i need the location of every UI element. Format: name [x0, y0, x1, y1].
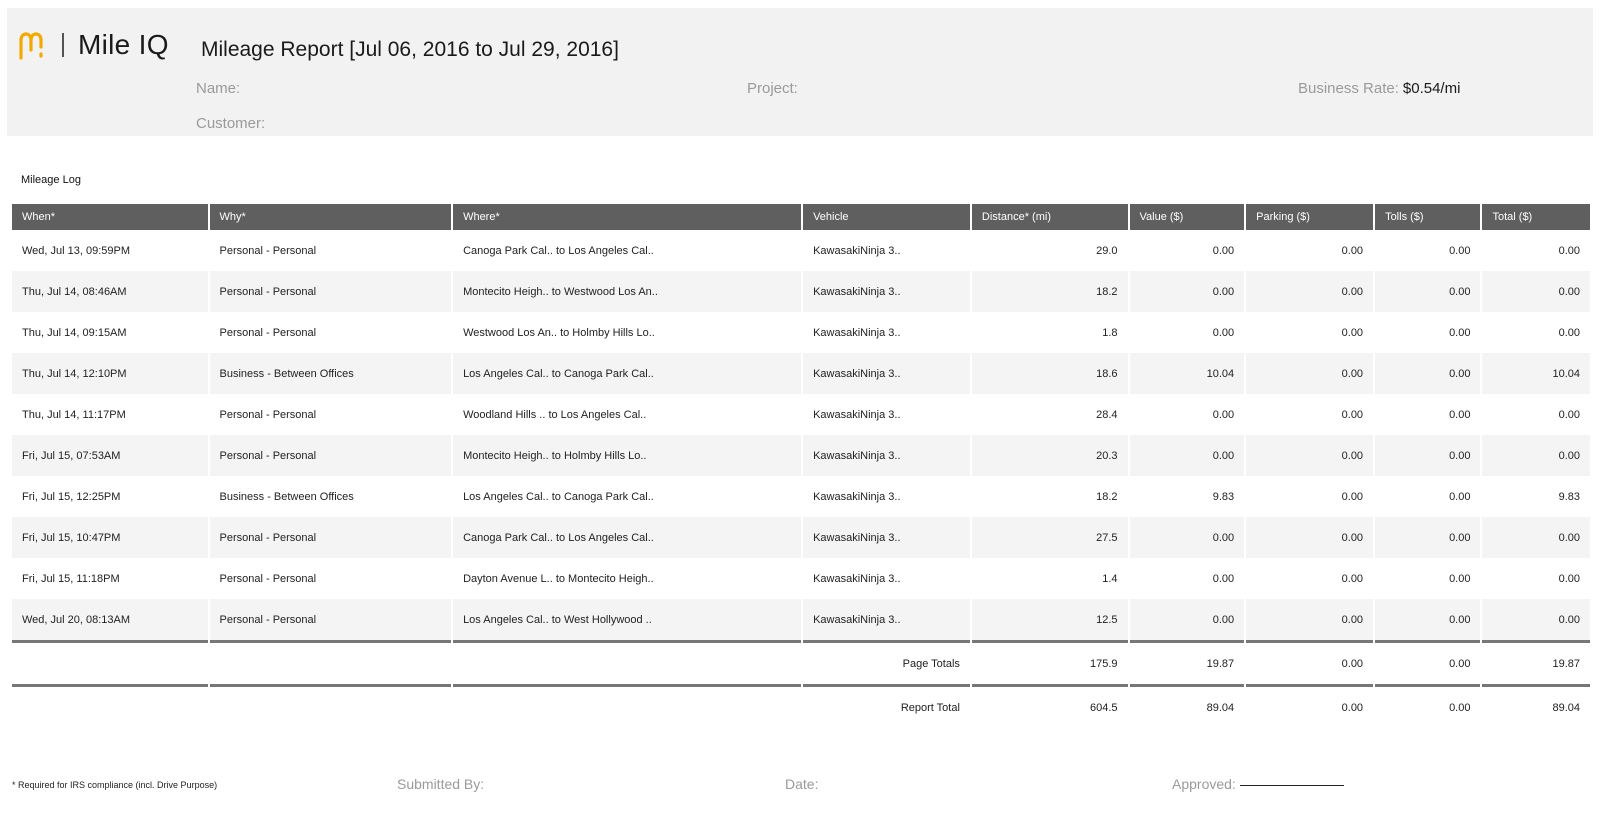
- project-label: Project:: [747, 80, 798, 97]
- table-row: [12, 230, 1590, 271]
- name-label: Name:: [196, 80, 241, 97]
- col-header-parking: Parking ($): [1246, 204, 1373, 230]
- cell-total: 0.00: [1558, 408, 1580, 421]
- cell-where: Westwood Los An.. to Holmby Hills Lo..: [463, 326, 655, 339]
- cell-when: Wed, Jul 13, 09:59PM: [22, 244, 131, 257]
- cell-vehicle: KawasakiNinja 3..: [813, 408, 901, 421]
- cell-total: 0.00: [1558, 244, 1580, 257]
- cell-where: Canoga Park Cal.. to Los Angeles Cal..: [463, 244, 654, 257]
- cell-value: 0.00: [1212, 408, 1235, 421]
- cell-why: Personal - Personal: [219, 408, 317, 421]
- cell-where: Los Angeles Cal.. to Canoga Park Cal..: [463, 490, 654, 503]
- cell-value: 10.04: [1130, 353, 1245, 394]
- cell-vehicle: KawasakiNinja 3..: [813, 572, 901, 585]
- table-row: [12, 312, 1590, 353]
- col-header-value: Value ($): [1130, 204, 1245, 230]
- page-total-value: 19.87: [1206, 657, 1235, 670]
- cell-vehicle: KawasakiNinja 3..: [813, 244, 901, 257]
- report-total-parking: 0.00: [1341, 701, 1364, 714]
- cell-where: Woodland Hills .. to Los Angeles Cal..: [463, 408, 647, 421]
- mileiq-logo: [18, 30, 169, 60]
- report-total-value: 89.04: [1206, 701, 1235, 714]
- table-totals: [12, 640, 1590, 728]
- cell-vehicle: KawasakiNinja 3..: [813, 326, 901, 339]
- logo-divider: [62, 33, 64, 57]
- cell-tolls: 0.00: [1449, 326, 1471, 339]
- customer-field: [196, 115, 265, 132]
- cell-distance: 29.0: [1096, 244, 1118, 257]
- table-row: [12, 517, 1590, 558]
- page-total-distance: 175.9: [1089, 657, 1118, 670]
- cell-why: Personal - Personal: [219, 326, 317, 339]
- cell-tolls: 0.00: [1449, 490, 1471, 503]
- cell-vehicle: KawasakiNinja 3..: [803, 271, 970, 312]
- cell-when: Fri, Jul 15, 11:18PM: [22, 572, 120, 585]
- report-total-distance: 604.5: [1089, 701, 1118, 714]
- table-row: [12, 558, 1590, 599]
- cell-where: Montecito Heigh.. to Holmby Hills Lo..: [453, 435, 801, 476]
- cell-when: Fri, Jul 15, 07:53AM: [12, 435, 208, 476]
- submitted-by-label: Submitted By:: [397, 776, 485, 792]
- cell-when: Thu, Jul 14, 11:17PM: [22, 408, 126, 421]
- col-header-why: Why*: [210, 204, 452, 230]
- page-totals-row: [12, 643, 1590, 684]
- customer-label: Customer:: [196, 115, 266, 132]
- cell-why: Personal - Personal: [210, 271, 452, 312]
- cell-distance: 18.6: [972, 353, 1128, 394]
- cell-vehicle: KawasakiNinja 3..: [803, 599, 970, 640]
- cell-why: Personal - Personal: [219, 572, 317, 585]
- mileage-log-title: Mileage Log: [21, 174, 81, 186]
- cell-parking: 0.00: [1246, 353, 1373, 394]
- cell-distance: 18.2: [1096, 490, 1118, 503]
- cell-parking: 0.00: [1341, 244, 1364, 257]
- cell-parking: 0.00: [1341, 490, 1364, 503]
- cell-distance: 1.4: [1102, 572, 1118, 585]
- cell-tolls: 0.00: [1375, 353, 1480, 394]
- cell-distance: 12.5: [972, 599, 1128, 640]
- project-field: [747, 80, 798, 97]
- cell-where: Montecito Heigh.. to Westwood Los An..: [453, 271, 801, 312]
- col-header-where: Where*: [453, 204, 801, 230]
- cell-when: Wed, Jul 20, 08:13AM: [12, 599, 208, 640]
- cell-where: Los Angeles Cal.. to West Hollywood ..: [453, 599, 801, 640]
- col-header-distance: Distance* (mi): [972, 204, 1128, 230]
- cell-why: Business - Between Offices: [219, 490, 354, 503]
- cell-vehicle: KawasakiNinja 3..: [813, 490, 901, 503]
- col-header-when: When*: [12, 204, 208, 230]
- cell-value: 9.83: [1212, 490, 1235, 503]
- page-total-tolls: 0.00: [1449, 657, 1471, 670]
- col-header-vehicle: Vehicle: [803, 204, 970, 230]
- cell-parking: 0.00: [1246, 435, 1373, 476]
- cell-total: 10.04: [1482, 353, 1590, 394]
- cell-distance: 28.4: [1096, 408, 1118, 421]
- cell-value: 0.00: [1212, 572, 1235, 585]
- cell-where: Los Angeles Cal.. to Canoga Park Cal..: [453, 353, 801, 394]
- approval-signature-line: [1240, 785, 1344, 786]
- cell-total: 0.00: [1558, 572, 1580, 585]
- cell-value: 0.00: [1130, 271, 1245, 312]
- cell-where: Canoga Park Cal.. to Los Angeles Cal..: [453, 517, 801, 558]
- table-row: [12, 476, 1590, 517]
- cell-why: Personal - Personal: [210, 599, 452, 640]
- col-header-tolls: Tolls ($): [1375, 204, 1480, 230]
- cell-when: Thu, Jul 14, 12:10PM: [12, 353, 208, 394]
- cell-distance: 1.8: [1102, 326, 1118, 339]
- cell-vehicle: KawasakiNinja 3..: [803, 353, 970, 394]
- page-totals-label: Page Totals: [902, 657, 960, 670]
- cell-when: Thu, Jul 14, 09:15AM: [22, 326, 127, 339]
- cell-tolls: 0.00: [1375, 435, 1480, 476]
- cell-total: 9.83: [1558, 490, 1580, 503]
- date-label: Date:: [785, 776, 819, 792]
- cell-vehicle: KawasakiNinja 3..: [803, 435, 970, 476]
- col-header-total: Total ($): [1482, 204, 1590, 230]
- table-row: [12, 271, 1590, 312]
- report-total-label: Report Total: [900, 701, 960, 714]
- name-field: [196, 80, 240, 97]
- report-total-total: 89.04: [1552, 701, 1580, 714]
- cell-value: 0.00: [1212, 326, 1235, 339]
- cell-distance: 20.3: [972, 435, 1128, 476]
- approved-field: [1172, 776, 1344, 792]
- cell-when: Thu, Jul 14, 08:46AM: [12, 271, 208, 312]
- table-body: [12, 230, 1590, 640]
- cell-parking: 0.00: [1341, 408, 1364, 421]
- cell-why: Personal - Personal: [210, 435, 452, 476]
- cell-value: 0.00: [1130, 517, 1245, 558]
- report-header: [7, 8, 1593, 136]
- cell-parking: 0.00: [1246, 271, 1373, 312]
- cell-parking: 0.00: [1246, 517, 1373, 558]
- table-row: [12, 435, 1590, 476]
- cell-why: Personal - Personal: [219, 244, 317, 257]
- brand-name: Mile IQ: [78, 29, 169, 60]
- report-total-tolls: 0.00: [1449, 701, 1471, 714]
- cell-value: 0.00: [1212, 244, 1235, 257]
- cell-total: 0.00: [1482, 435, 1590, 476]
- cell-tolls: 0.00: [1375, 599, 1480, 640]
- cell-why: Personal - Personal: [210, 517, 452, 558]
- cell-total: 0.00: [1482, 599, 1590, 640]
- cell-value: 0.00: [1130, 599, 1245, 640]
- cell-where: Dayton Avenue L.. to Montecito Heigh..: [463, 572, 654, 585]
- cell-parking: 0.00: [1341, 326, 1364, 339]
- cell-tolls: 0.00: [1449, 408, 1471, 421]
- irs-footnote: * Required for IRS compliance (incl. Drive Purpose): [12, 780, 218, 790]
- cell-total: 0.00: [1482, 271, 1590, 312]
- cell-parking: 0.00: [1341, 572, 1364, 585]
- cell-when: Fri, Jul 15, 12:25PM: [22, 490, 121, 503]
- cell-why: Business - Between Offices: [210, 353, 452, 394]
- report-title: Mileage Report [Jul 06, 2016 to Jul 29, 2016]: [201, 38, 619, 61]
- mileiq-m-icon: [18, 30, 46, 60]
- cell-distance: 27.5: [972, 517, 1128, 558]
- page-total-total: 19.87: [1552, 657, 1580, 670]
- cell-tolls: 0.00: [1375, 517, 1480, 558]
- business-rate-label: Business Rate:: [1298, 80, 1399, 97]
- cell-vehicle: KawasakiNinja 3..: [803, 517, 970, 558]
- business-rate-field: [1298, 80, 1460, 97]
- cell-tolls: 0.00: [1375, 271, 1480, 312]
- approved-label: Approved:: [1172, 776, 1236, 792]
- cell-tolls: 0.00: [1449, 572, 1471, 585]
- cell-value: 0.00: [1130, 435, 1245, 476]
- cell-distance: 18.2: [972, 271, 1128, 312]
- report-total-row: [12, 687, 1590, 728]
- cell-tolls: 0.00: [1449, 244, 1471, 257]
- table-header-row: [12, 204, 1590, 230]
- table-row: [12, 394, 1590, 435]
- cell-total: 0.00: [1558, 326, 1580, 339]
- cell-total: 0.00: [1482, 517, 1590, 558]
- cell-when: Fri, Jul 15, 10:47PM: [12, 517, 208, 558]
- table-row: [12, 599, 1590, 640]
- cell-parking: 0.00: [1246, 599, 1373, 640]
- business-rate-value: $0.54/mi: [1402, 80, 1461, 97]
- table-row: [12, 353, 1590, 394]
- page-total-parking: 0.00: [1341, 657, 1364, 670]
- mileage-log-table: [10, 204, 1592, 728]
